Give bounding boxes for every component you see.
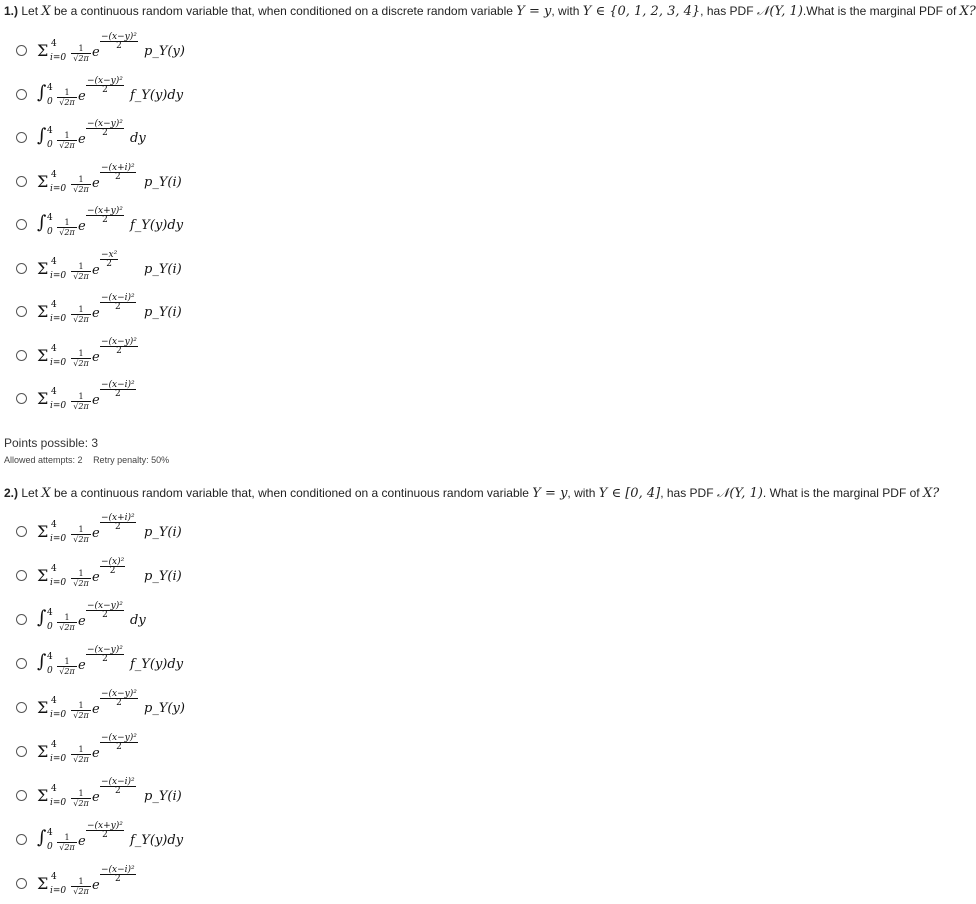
exponential-e: e (92, 702, 100, 717)
fraction-denominator: √2π (59, 97, 75, 107)
exponent-numerator: −(x−y)² (101, 32, 137, 42)
math-set: Y ∈ [0, 4] (598, 486, 661, 501)
upper-limit: 4 (51, 169, 57, 180)
fraction-denominator: √2π (59, 843, 75, 852)
radio-button[interactable] (16, 834, 27, 845)
exponent-numerator: −(x−y)² (87, 119, 123, 129)
option-tail-term: p_Y(y) (144, 44, 185, 59)
exponent (86, 822, 124, 839)
exponential-e: e (78, 88, 86, 104)
radio-button[interactable] (16, 878, 27, 889)
exponent (86, 646, 124, 663)
exponential-e: e (78, 132, 86, 147)
exponent-numerator: −(x+y)² (87, 206, 123, 216)
upper-limit: 4 (51, 343, 57, 354)
fraction-denominator: √2π (73, 271, 89, 281)
option-tail-term: dy (130, 131, 146, 146)
fraction (71, 525, 91, 544)
exponent-denominator: 2 (114, 171, 121, 182)
answer-option[interactable] (16, 162, 616, 202)
fraction-numerator: 1 (57, 833, 77, 843)
exponential-e: e (78, 219, 86, 234)
question-text-part: , has PDF (700, 4, 757, 18)
option-tail-term: dy (130, 613, 146, 628)
sum-sign: Σ (37, 345, 49, 365)
sum-sign: Σ (37, 389, 49, 408)
upper-limit: 4 (51, 300, 57, 310)
question-number: 2.) (4, 486, 19, 500)
lower-limit: i=0 (50, 578, 67, 588)
question-text-part: be a continuous random variable that, when conditioned on a discrete random variable (50, 4, 517, 18)
radio-button[interactable] (16, 570, 27, 581)
exponent-numerator: −(x+i)² (101, 162, 135, 173)
fraction-denominator: √2π (73, 54, 89, 63)
exponent-numerator: −(x−y)² (87, 645, 123, 655)
option-tail-term: p_Y(i) (144, 525, 182, 540)
option-tail-term: p_Y(i) (144, 569, 182, 584)
math-end: X? (922, 486, 940, 501)
exponent-denominator: 2 (116, 742, 122, 752)
fraction (71, 44, 91, 63)
exponential-e: e (92, 45, 100, 60)
option-tail-term: f_Y(y)dy (130, 87, 184, 103)
fraction (71, 789, 91, 808)
fraction-denominator: √2π (73, 184, 89, 194)
exponent-denominator: 2 (114, 302, 121, 312)
lower-limit: 0 (47, 140, 53, 150)
question-1-text (4, 4, 976, 19)
fraction (71, 569, 91, 588)
upper-limit: 4 (51, 387, 57, 397)
option-tail-term: p_Y(i) (144, 174, 182, 190)
exponent-denominator: 2 (102, 610, 108, 620)
integral-sign: ∫ (37, 827, 47, 848)
question-text-part: Let (21, 4, 42, 18)
exponent-numerator: −x² (101, 249, 118, 260)
option-tail-term: f_Y(y)dy (130, 833, 184, 848)
fraction-denominator: √2π (73, 799, 89, 808)
integral-sign: ∫ (37, 607, 47, 628)
question-text-part: be a continuous random variable that, when conditioned on a continuous random variable (50, 486, 533, 500)
exponent (100, 33, 138, 50)
upper-limit: 4 (47, 652, 53, 662)
fraction-numerator: 1 (57, 218, 77, 228)
fraction-denominator: √2π (59, 623, 75, 632)
fraction-denominator: √2π (59, 667, 75, 676)
exponent (86, 602, 124, 619)
upper-limit: 4 (51, 520, 57, 530)
fraction-numerator: 1 (57, 88, 77, 98)
exponent-numerator: −(x−y)² (87, 75, 123, 86)
exponent-denominator: 2 (114, 874, 121, 884)
exponential-e: e (92, 306, 100, 321)
fraction-denominator: √2π (73, 358, 89, 368)
answer-option[interactable] (16, 645, 616, 684)
lower-limit: 0 (47, 842, 53, 852)
fraction-numerator: 1 (71, 392, 91, 402)
fraction-denominator: √2π (73, 579, 89, 588)
radio-button[interactable] (16, 658, 27, 669)
lower-limit: 0 (47, 227, 53, 237)
integral-sign: ∫ (37, 125, 47, 146)
answer-option[interactable] (16, 601, 616, 640)
option-tail-term: p_Y(i) (144, 789, 182, 804)
exponent-denominator: 2 (102, 654, 108, 664)
exponent-denominator: 2 (114, 522, 121, 532)
answer-option[interactable] (16, 119, 616, 158)
lower-limit: i=0 (50, 314, 67, 324)
exponent-numerator: −(x)² (101, 557, 125, 567)
attempts-info (4, 455, 177, 465)
fraction-denominator: √2π (73, 535, 89, 544)
exponent-numerator: −(x−y)² (87, 601, 123, 611)
answer-option[interactable] (16, 557, 616, 596)
option-tail-term: f_Y(y)dy (130, 218, 184, 233)
sum-sign: Σ (37, 258, 49, 278)
fraction-numerator: 1 (71, 262, 91, 272)
allowed-attempts: Allowed attempts: 2 (4, 455, 83, 465)
lower-limit: 0 (47, 666, 53, 676)
exponent (100, 164, 136, 181)
exponent (86, 207, 124, 224)
upper-limit: 4 (47, 213, 53, 223)
radio-button[interactable] (16, 702, 27, 713)
exponent (86, 77, 124, 94)
exponent-numerator: −(x−y)² (101, 336, 137, 347)
radio-button[interactable] (16, 790, 27, 801)
math-pdf: 𝒩(Y, 1) (716, 486, 763, 501)
radio-button[interactable] (16, 89, 27, 100)
exponent-denominator: 2 (106, 258, 112, 269)
lower-limit: i=0 (50, 401, 67, 411)
math-var-x: X (41, 4, 51, 19)
exponential-e: e (92, 349, 100, 365)
math-equals: = (540, 486, 561, 501)
answer-option[interactable] (16, 75, 616, 115)
exponential-e: e (92, 393, 100, 408)
upper-limit: 4 (47, 126, 53, 136)
fraction (71, 175, 91, 194)
question-text-part: , with (551, 4, 583, 18)
fraction (71, 701, 91, 720)
upper-limit: 4 (51, 740, 57, 750)
option-tail-term: p_Y(y) (144, 701, 185, 716)
lower-limit: i=0 (50, 754, 67, 764)
upper-limit: 4 (51, 256, 57, 267)
radio-button[interactable] (16, 176, 27, 187)
math-var-ylow: y (544, 4, 552, 19)
question-text-part: , with (567, 486, 599, 500)
exponent (100, 514, 136, 531)
fraction (71, 305, 91, 324)
exponent (100, 690, 138, 707)
integral-sign: ∫ (37, 651, 47, 672)
fraction-numerator: 1 (71, 877, 91, 887)
exponent (100, 294, 136, 311)
answer-option[interactable] (16, 821, 616, 860)
math-equals: = (524, 4, 545, 19)
exponent-denominator: 2 (102, 830, 108, 840)
question-text-part: .What is the marginal PDF of (802, 4, 960, 18)
lower-limit: i=0 (50, 798, 67, 808)
upper-limit: 4 (47, 82, 53, 93)
lower-limit: i=0 (50, 183, 67, 194)
fraction (57, 833, 77, 852)
answer-option[interactable] (16, 293, 616, 332)
question-2-text (4, 486, 939, 501)
fraction-numerator: 1 (71, 525, 91, 535)
exponential-e: e (92, 790, 100, 805)
answer-option[interactable] (16, 733, 616, 772)
fraction (57, 218, 77, 237)
answer-option[interactable] (16, 777, 616, 816)
upper-limit: 4 (51, 39, 57, 49)
exponent-denominator: 2 (102, 128, 108, 138)
exponent-numerator: −(x−i)² (101, 380, 135, 390)
exponent (100, 778, 136, 795)
radio-button[interactable] (16, 45, 27, 56)
exponent (100, 866, 136, 883)
exponent-numerator: −(x−i)² (101, 293, 135, 303)
math-pdf: 𝒩(Y, 1) (756, 4, 803, 19)
lower-limit: 0 (47, 622, 53, 632)
fraction-denominator: √2π (73, 711, 89, 720)
sum-sign: Σ (37, 566, 49, 585)
radio-button[interactable] (16, 746, 27, 757)
upper-limit: 4 (47, 608, 53, 618)
exponential-e: e (92, 262, 100, 278)
math-var-x: X (41, 486, 51, 501)
exponent-denominator: 2 (114, 389, 121, 399)
sum-sign: Σ (37, 522, 49, 541)
fraction (57, 88, 77, 107)
exponent (100, 251, 118, 268)
fraction-numerator: 1 (71, 569, 91, 579)
answer-option[interactable] (16, 32, 616, 71)
option-tail-term: p_Y(i) (144, 305, 182, 320)
sum-sign: Σ (37, 742, 49, 761)
fraction-numerator: 1 (71, 349, 91, 359)
exponent-denominator: 2 (102, 215, 108, 225)
answer-option[interactable] (16, 336, 616, 376)
option-tail-term: p_Y(i) (144, 261, 182, 277)
exponent-denominator: 2 (109, 566, 116, 576)
sum-sign: Σ (37, 41, 49, 60)
exponent (100, 338, 138, 355)
fraction-numerator: 1 (57, 613, 77, 623)
radio-button[interactable] (16, 263, 27, 274)
fraction-denominator: √2π (73, 315, 89, 324)
answer-option[interactable] (16, 249, 616, 289)
radio-button[interactable] (16, 132, 27, 143)
fraction (71, 877, 91, 896)
radio-button[interactable] (16, 306, 27, 317)
sum-sign: Σ (37, 698, 49, 717)
math-end: X? (959, 4, 976, 19)
fraction-numerator: 1 (71, 701, 91, 711)
answer-option[interactable] (16, 865, 616, 904)
fraction (71, 262, 91, 281)
radio-button[interactable] (16, 393, 27, 404)
question-number: 1.) (4, 4, 19, 18)
fraction-numerator: 1 (57, 657, 77, 667)
answer-option[interactable] (16, 689, 616, 728)
exponent-numerator: −(x−y)² (101, 733, 137, 743)
sum-sign: Σ (37, 786, 49, 805)
fraction (57, 613, 77, 632)
lower-limit: i=0 (50, 710, 67, 720)
integral-sign: ∫ (37, 81, 47, 103)
fraction-denominator: √2π (73, 887, 89, 896)
lower-limit: i=0 (50, 534, 67, 544)
sum-sign: Σ (37, 302, 49, 321)
exponent (100, 734, 138, 751)
exponential-e: e (92, 526, 100, 541)
question-text-part: Let (21, 486, 42, 500)
exponent (100, 558, 125, 575)
answer-option[interactable] (16, 206, 616, 245)
upper-limit: 4 (51, 872, 57, 882)
fraction (71, 745, 91, 764)
lower-limit: i=0 (50, 886, 67, 896)
question-text-part: . What is the marginal PDF of (762, 486, 923, 500)
upper-limit: 4 (51, 784, 57, 794)
upper-limit: 4 (51, 564, 57, 574)
exponent-denominator: 2 (116, 345, 122, 356)
exponent (86, 120, 124, 137)
fraction-numerator: 1 (57, 131, 77, 141)
question-text-part: , has PDF (660, 486, 717, 500)
fraction (71, 392, 91, 411)
exponent-denominator: 2 (114, 786, 121, 796)
lower-limit: 0 (47, 96, 53, 107)
fraction-denominator: √2π (59, 228, 75, 237)
lower-limit: i=0 (50, 53, 67, 63)
math-var-y: Y (532, 486, 541, 501)
fraction-numerator: 1 (71, 745, 91, 755)
math-set: Y ∈ {0, 1, 2, 3, 4} (582, 4, 701, 19)
exponent-numerator: −(x−y)² (101, 689, 137, 699)
exponential-e: e (78, 614, 86, 629)
fraction-numerator: 1 (71, 789, 91, 799)
option-tail-term: f_Y(y)dy (130, 657, 184, 672)
upper-limit: 4 (51, 696, 57, 706)
exponent-numerator: −(x−i)² (101, 777, 135, 787)
answer-option[interactable] (16, 513, 616, 552)
exponential-e: e (92, 878, 100, 893)
exponent-numerator: −(x+y)² (87, 821, 123, 831)
exponent-denominator: 2 (102, 84, 108, 95)
exponent-numerator: −(x+i)² (101, 513, 135, 523)
retry-penalty: Retry penalty: 50% (93, 455, 170, 465)
fraction-denominator: √2π (73, 402, 89, 411)
fraction (57, 657, 77, 676)
exponent-numerator: −(x−i)² (101, 865, 135, 875)
exponential-e: e (78, 658, 86, 673)
upper-limit: 4 (47, 828, 53, 838)
lower-limit: i=0 (50, 270, 67, 281)
math-var-ylow: y (560, 486, 568, 501)
radio-button[interactable] (16, 526, 27, 537)
exponential-e: e (92, 746, 100, 761)
fraction (57, 131, 77, 150)
fraction-numerator: 1 (71, 44, 91, 54)
integral-sign: ∫ (37, 212, 47, 233)
fraction-denominator: √2π (59, 141, 75, 150)
fraction-numerator: 1 (71, 175, 91, 185)
math-var-y: Y (516, 4, 525, 19)
radio-button[interactable] (16, 350, 27, 361)
exponential-e: e (92, 570, 100, 585)
sum-sign: Σ (37, 874, 49, 893)
exponent-denominator: 2 (116, 698, 122, 708)
exponent (100, 381, 136, 398)
exponential-e: e (78, 834, 86, 849)
exponent-denominator: 2 (116, 41, 122, 51)
answer-option[interactable] (16, 380, 616, 419)
radio-button[interactable] (16, 219, 27, 230)
fraction-denominator: √2π (73, 755, 89, 764)
radio-button[interactable] (16, 614, 27, 625)
fraction-numerator: 1 (71, 305, 91, 315)
sum-sign: Σ (37, 171, 49, 191)
points-possible: Points possible: 3 (4, 436, 99, 450)
fraction (71, 349, 91, 368)
lower-limit: i=0 (50, 357, 67, 368)
exponential-e: e (92, 175, 100, 191)
